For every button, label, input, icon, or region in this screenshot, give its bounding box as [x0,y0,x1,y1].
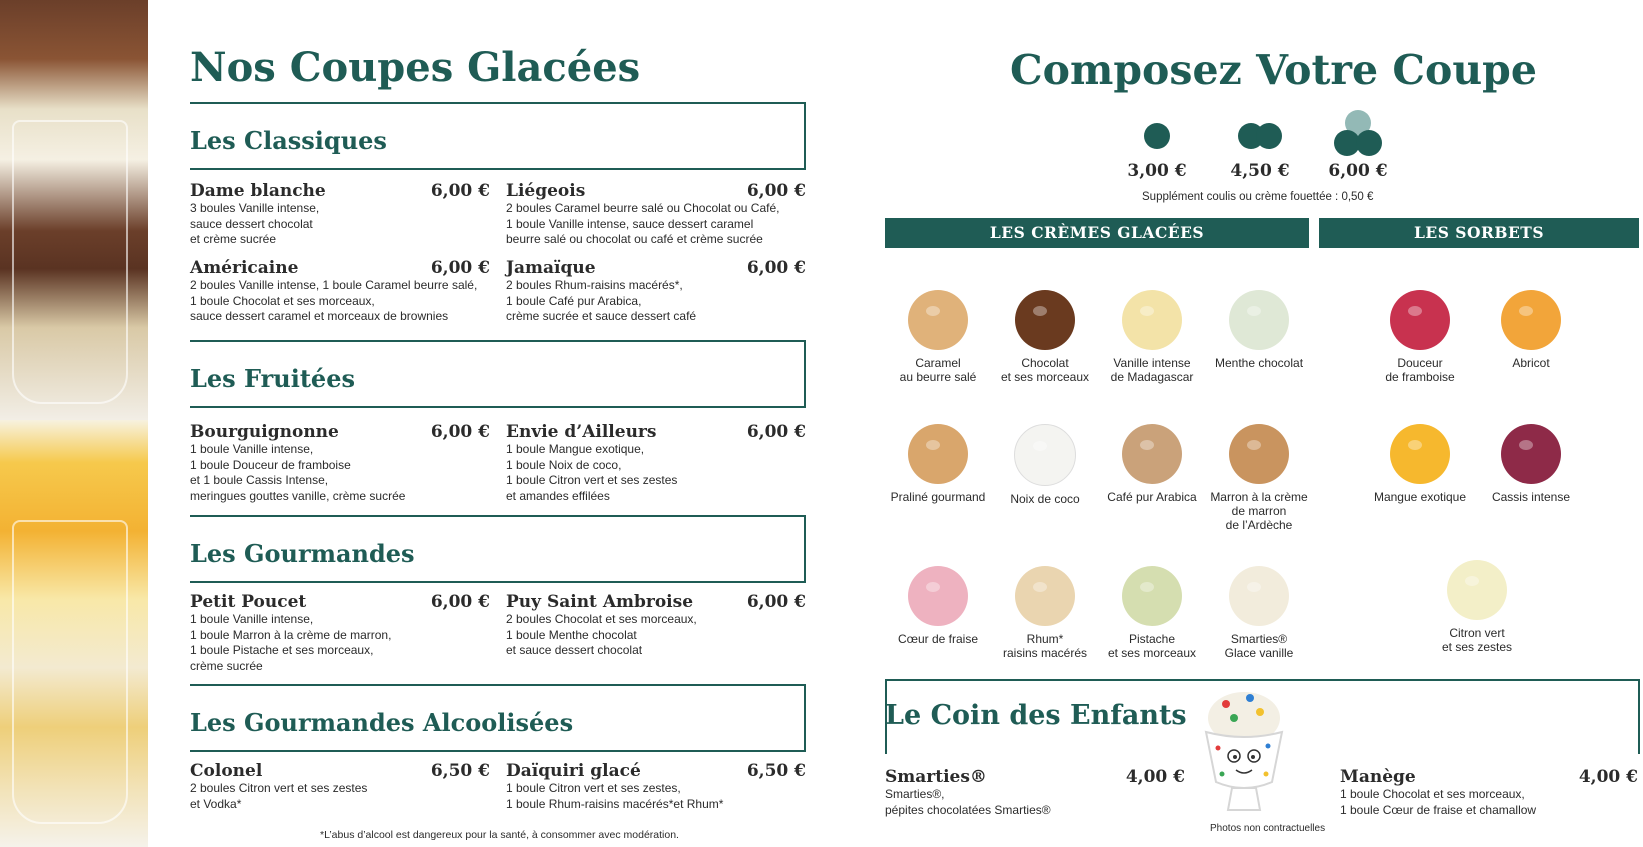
item-price: 4,00 € [1125,767,1185,787]
kids-bowl-icon [1198,682,1290,820]
photo-caption: Photos non contractuelles [1210,823,1326,834]
menu-item [506,258,806,325]
item-description: 1 boule Citron vert et ses zestes, 1 boule Rhum-raisins macérés*et Rhum* [506,781,724,811]
flavor-label: Noix de coco [1010,492,1080,506]
kids-item [1340,767,1638,818]
two-scoops-icon [1220,116,1300,156]
sorbet-scoop-icon [1501,424,1561,484]
section-alcoolisees [190,684,806,752]
item-name: Smarties® [885,767,987,787]
item-name: Liégeois [506,181,586,201]
section-fruitees [190,340,806,408]
flavor-label: Café pur Arabica [1107,490,1197,504]
item-description: 1 boule Chocolat et ses morceaux, 1 boule Cœur de fraise et chamallow [1340,787,1537,817]
menu-item [190,761,490,812]
flavor-label: Mangue exotique [1373,490,1467,504]
item-price: 4,00 € [1578,767,1638,787]
item-description: 2 boules Chocolat et ses morceaux, 1 boule Menthe chocolat et sauce dessert chocolat [506,612,697,657]
flavor-label: Cassis intense [1491,490,1571,504]
sorbet-scoop-icon [1501,290,1561,350]
item-price: 6,00 € [430,181,490,201]
sorbets-header: LES SORBETS [1319,218,1639,248]
sorbet-scoop-icon [1390,424,1450,484]
item-description: 2 boules Citron vert et ses zestes et Vodka* [190,781,368,811]
flavor-label: Chocolat et ses morceaux [1000,356,1090,384]
ice-cream-scoop-icon [1229,566,1289,626]
flavor-label: Citron vert et ses zestes [1441,626,1513,654]
item-price: 6,00 € [746,258,806,278]
flavor-label: Menthe chocolat [1214,356,1304,370]
sorbet-scoop-icon [1390,290,1450,350]
flavor-abricot [1466,290,1596,370]
ice-cream-scoop-icon [908,290,968,350]
item-description: 1 boule Vanille intense, 1 boule Marron à la crème de marron, 1 boule Pistache et ses morceaux, crème sucrée [190,612,392,673]
menu-item [506,761,806,812]
item-description: 1 boule Mangue exotique, 1 boule Noix de coco, 1 boule Citron vert et ses zestes et amandes effilées [506,442,678,503]
flavor-marron [1194,424,1324,532]
item-price: 6,00 € [746,592,806,612]
item-name: Dame blanche [190,181,326,201]
item-price: 6,50 € [746,761,806,781]
sundae-photo-chocolate [0,0,148,420]
item-price: 6,00 € [746,181,806,201]
menu-item [190,258,490,325]
flavor-label: Caramel au beurre salé [899,356,977,384]
item-description: 2 boules Rhum-raisins macérés*, 1 boule Café pur Arabica, crème sucrée et sauce dessert café [506,278,697,323]
section-title: Les Gourmandes Alcoolisées [190,708,574,737]
item-name: Puy Saint Ambroise [506,592,694,612]
flavor-label: Cœur de fraise [897,632,979,646]
section-title: Les Classiques [190,126,387,155]
flavor-label: Abricot [1512,356,1550,370]
three-scoops-icon [1318,116,1398,156]
flavor-cassis [1466,424,1596,504]
item-description: 1 boule Vanille intense, 1 boule Douceur de framboise et 1 boule Cassis Intense, meringues gouttes vanille, crème sucrée [190,442,406,503]
alcohol-disclaimer: *L’abus d’alcool est dangereux pour la santé, à consommer avec modération. [320,829,679,841]
item-description: 2 boules Caramel beurre salé ou Chocolat ou Café, 1 boule Vanille intense, sauce dessert caramel beurre salé ou chocolat ou café et crème sucrée [506,201,780,246]
item-name: Américaine [190,258,299,278]
ice-cream-scoop-icon [1229,290,1289,350]
kids-corner-title: Le Coin des Enfants [885,700,1187,731]
menu-item [506,592,806,659]
flavor-label: Vanille intense de Madagascar [1110,356,1194,384]
compose-title: Composez Votre Coupe [1010,46,1537,94]
ice-cream-scoop-icon [1015,566,1075,626]
ice-cream-scoop-icon [1229,424,1289,484]
flavor-label: Rhum* raisins macérés [1002,632,1088,660]
item-price: 6,00 € [430,592,490,612]
menu-item [190,181,490,248]
ice-cream-scoop-icon [1122,290,1182,350]
supplement-note: Supplément coulis ou crème fouettée : 0,50 € [1142,191,1374,203]
menu-item [506,422,806,504]
item-price: 6,50 € [430,761,490,781]
item-price: 6,00 € [746,422,806,442]
item-description: Smarties®, pépites chocolatées Smarties® [885,787,1051,817]
section-classiques [190,102,806,170]
ice-cream-scoop-icon [1015,290,1075,350]
menu-item [506,181,806,248]
item-name: Jamaïque [506,258,596,278]
item-description: 2 boules Vanille intense, 1 boule Caramel beurre salé, 1 boule Chocolat et ses morceaux, sauce dessert caramel et morceaux de brownies [190,278,478,323]
item-name: Bourguignonne [190,422,339,442]
kids-item [885,767,1185,818]
item-name: Envie d’Ailleurs [506,422,657,442]
flavor-label: Pistache et ses morceaux [1107,632,1197,660]
ice-cream-scoop-icon [1122,424,1182,484]
flavor-smarties [1194,566,1324,660]
flavor-label: Douceur de framboise [1385,356,1455,384]
ice-cream-scoop-icon [1014,424,1076,486]
price-three-scoops: 6,00 € [1328,161,1388,181]
item-name: Petit Poucet [190,592,307,612]
one-scoop-icon [1117,116,1197,156]
section-title: Les Gourmandes [190,539,415,568]
ice-cream-scoop-icon [908,424,968,484]
flavor-label: Praliné gourmand [890,490,986,504]
menu-item [190,592,490,674]
item-price: 6,00 € [430,258,490,278]
ice-cream-scoop-icon [1122,566,1182,626]
menu-item [190,422,490,504]
item-name: Colonel [190,761,263,781]
item-price: 6,00 € [430,422,490,442]
menu-title: Nos Coupes Glacées [190,44,641,91]
cremes-glacees-header: LES CRÈMES GLACÉES [885,218,1309,248]
price-two-scoops: 4,50 € [1230,161,1290,181]
sorbet-scoop-icon [1447,560,1507,620]
flavor-citron-vert [1412,560,1542,654]
item-description: 3 boules Vanille intense, sauce dessert chocolat et crème sucrée [190,201,320,246]
sundae-photo-fruit [0,420,148,847]
ice-cream-scoop-icon [908,566,968,626]
item-name: Daïquiri glacé [506,761,641,781]
price-one-scoop: 3,00 € [1127,161,1187,181]
flavor-menthe [1194,290,1324,370]
section-gourmandes [190,515,806,583]
flavor-label: Marron à la crème de marron de l’Ardèche [1210,490,1308,532]
item-name: Manège [1340,767,1416,787]
section-title: Les Fruitées [190,364,355,393]
flavor-label: Smarties® Glace vanille [1224,632,1294,660]
